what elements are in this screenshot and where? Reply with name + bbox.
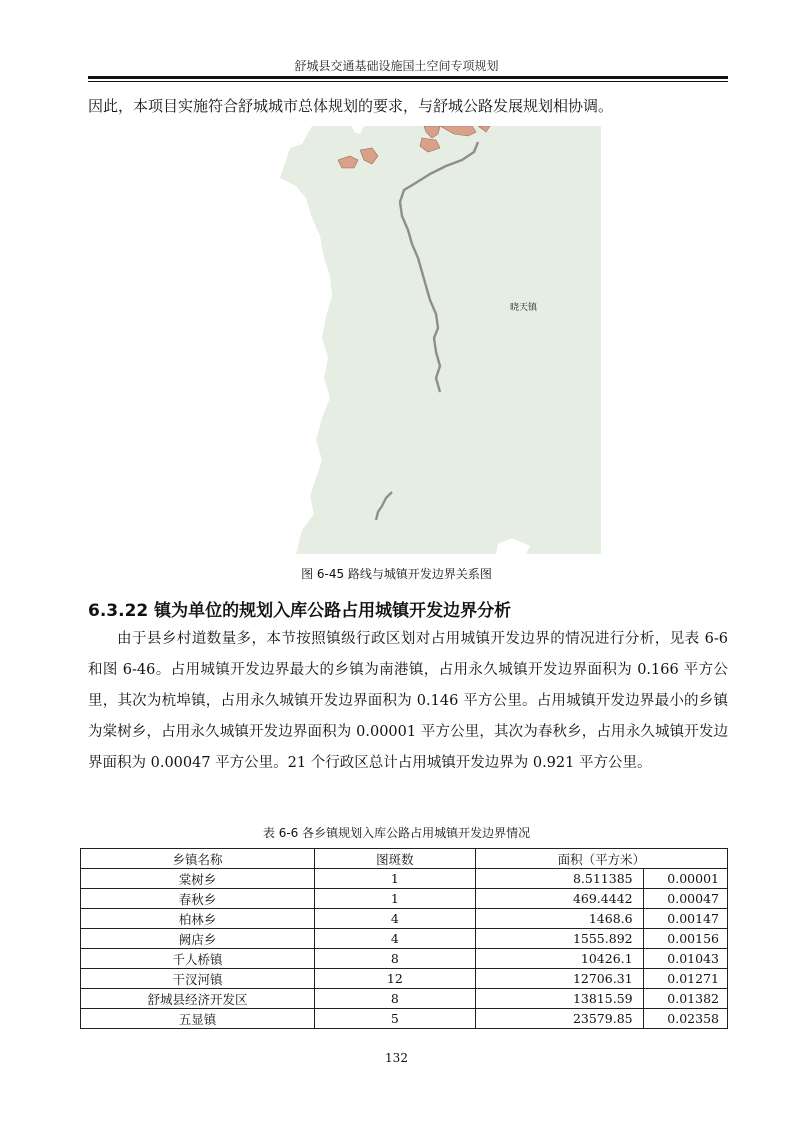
table-cell: 12 xyxy=(315,969,476,989)
table-cell: 干汊河镇 xyxy=(81,969,315,989)
table-row xyxy=(81,869,728,889)
table-cell: 4 xyxy=(315,929,476,949)
table-cell: 1 xyxy=(315,869,476,889)
table-cell: 4 xyxy=(315,909,476,929)
data-table xyxy=(80,848,728,1029)
table-cell: 1468.6 xyxy=(475,909,643,929)
table-cell: 0.00001 xyxy=(643,869,727,889)
table-cell: 0.01043 xyxy=(643,949,727,969)
table-cell: 23579.85 xyxy=(475,1009,643,1029)
table-cell: 469.4442 xyxy=(475,889,643,909)
table-cell: 1 xyxy=(315,889,476,909)
map-town-label: 晓天镇 xyxy=(510,303,538,313)
table-cell: 12706.31 xyxy=(475,969,643,989)
table-cell: 8 xyxy=(315,949,476,969)
header-rule-thick xyxy=(88,76,728,79)
table-cell: 10426.1 xyxy=(475,949,643,969)
header-rule-thin xyxy=(88,81,728,82)
table-cell: 千人桥镇 xyxy=(81,949,315,969)
header-cell-area: 面积（平方米） xyxy=(475,849,727,869)
table-cell: 舒城县经济开发区 xyxy=(81,989,315,1009)
table-header-row xyxy=(81,849,728,869)
table-row xyxy=(81,989,728,1009)
table-cell: 0.00147 xyxy=(643,909,727,929)
intro-text: 因此，本项目实施符合舒城城市总体规划的要求，与舒城公路发展规划相协调。 xyxy=(88,97,614,115)
table-cell: 0.01382 xyxy=(643,989,727,1009)
table-row xyxy=(81,949,728,969)
table-cell: 柏林乡 xyxy=(81,909,315,929)
table-row xyxy=(81,969,728,989)
table-cell: 棠树乡 xyxy=(81,869,315,889)
table-cell: 8 xyxy=(315,989,476,1009)
body-paragraph: 由于县乡村道数量多，本节按照镇级行政区划对占用城镇开发边界的情况进行分析，见表 6-6 和图 6-46。占用城镇开发边界最大的乡镇为南港镇，占用永久城镇开发边界面积为 0.166 平方公里，其次为杭埠镇，占用永久城镇开发边界面积为 0.146 平方公里。占用城镇开发边界最小的乡镇为棠树乡，占用永久城镇开发边界面积为 0.00001 平方公里，其次为春秋乡，占用永久城镇开发边界面积为 0.00047 平方公里。21 个行政区总计占用城镇开发边界为 0.921 平方公里。 xyxy=(88,631,728,771)
table-cell: 5 xyxy=(315,1009,476,1029)
table-cell: 0.00156 xyxy=(643,929,727,949)
header-cell-patch-count: 图斑数 xyxy=(315,849,476,869)
header-cell-township: 乡镇名称 xyxy=(81,849,315,869)
table-cell: 1555.892 xyxy=(475,929,643,949)
table-row xyxy=(81,909,728,929)
figure-caption: 图 6-45 路线与城镇开发边界关系图 xyxy=(301,567,492,581)
table-caption: 表 6-6 各乡镇规划入库公路占用城镇开发边界情况 xyxy=(262,826,531,840)
table-cell: 13815.59 xyxy=(475,989,643,1009)
table-row xyxy=(81,929,728,949)
table-cell: 0.00047 xyxy=(643,889,727,909)
page-number: 132 xyxy=(385,1051,408,1065)
table-cell: 五显镇 xyxy=(81,1009,315,1029)
running-header: 舒城县交通基础设施国土空间专项规划 xyxy=(294,59,499,73)
map-figure xyxy=(240,126,601,554)
table-cell: 0.01271 xyxy=(643,969,727,989)
table-cell: 8.511385 xyxy=(475,869,643,889)
table-row xyxy=(81,889,728,909)
table-cell: 阙店乡 xyxy=(81,929,315,949)
section-heading: 6.3.22 镇为单位的规划入库公路占用城镇开发边界分析 xyxy=(88,601,512,621)
table-cell: 春秋乡 xyxy=(81,889,315,909)
table-row xyxy=(81,1009,728,1029)
table-cell: 0.02358 xyxy=(643,1009,727,1029)
